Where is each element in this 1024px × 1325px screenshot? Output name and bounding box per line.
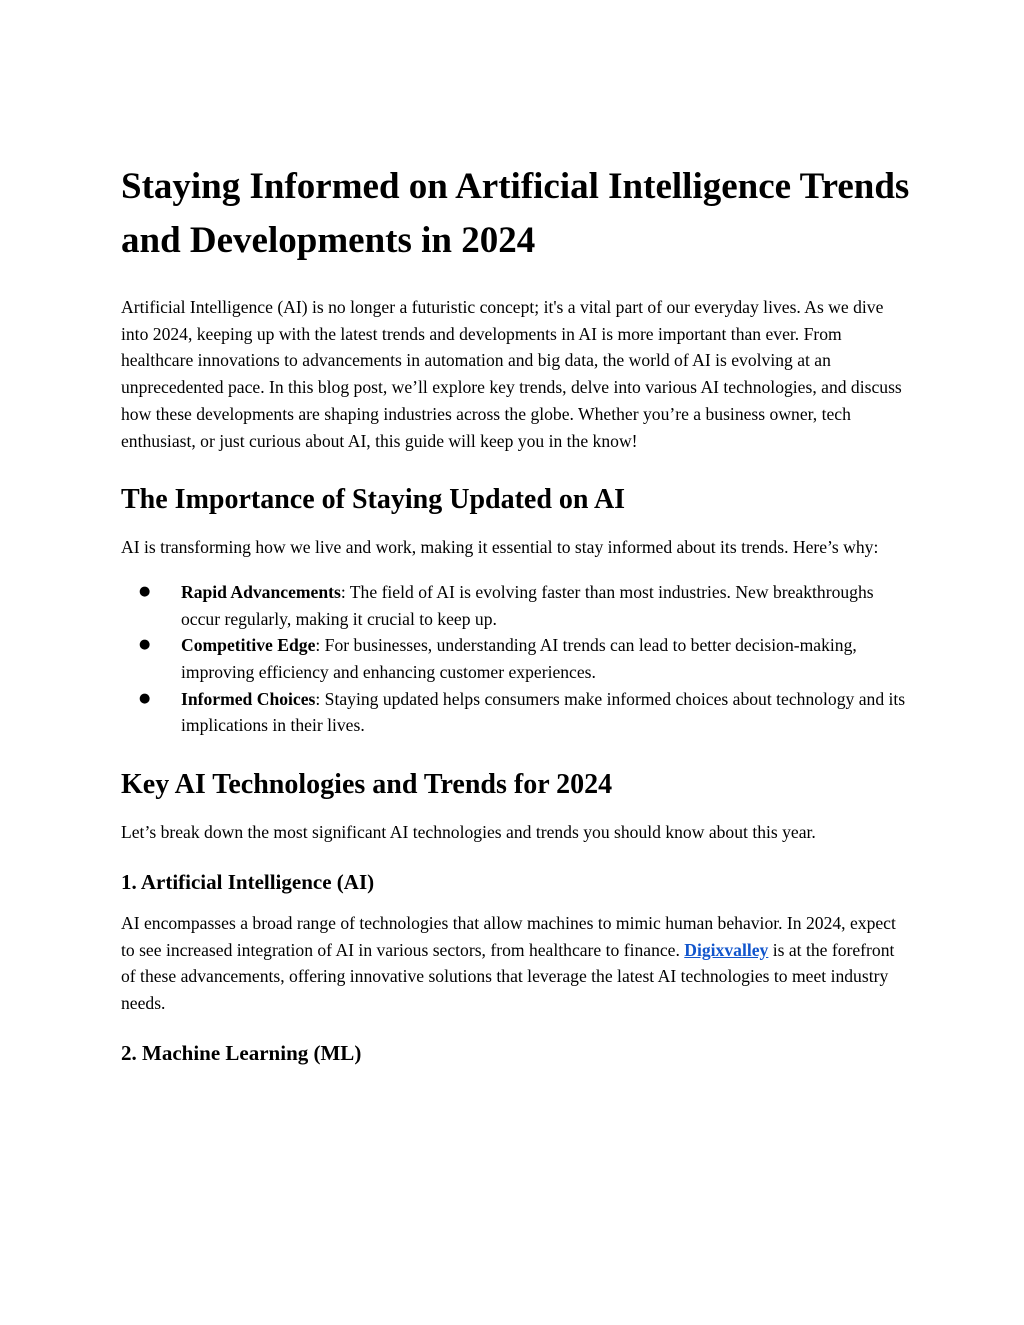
bullet-text: : For businesses, understanding AI trends can lead to better decision-making, improving efficiency and enhancing customer experiences. <box>181 635 857 683</box>
ai-text-after-link: is at the forefront of these advancements, offering innovative solutions that leverage the latest AI technologies to meet industry needs. <box>121 939 895 1013</box>
bullet-text: : The field of AI is evolving faster than most industries. New breakthroughs occur regularly, making it crucial to keep up. <box>181 581 874 629</box>
bullet-icon: ● <box>139 690 151 706</box>
importance-bullet-list <box>121 579 911 739</box>
ai-text-before-link: AI encompasses a broad range of technologies that allow machines to mimic human behavior. In 2024, expect to see increased integration of AI in various sectors, from healthcare to finance. <box>121 912 896 960</box>
key-technologies-lead-paragraph: Let’s break down the most significant AI technologies and trends you should know about this year. <box>121 822 816 843</box>
bullet-icon: ● <box>139 583 151 599</box>
list-item <box>121 632 911 685</box>
importance-lead-paragraph: AI is transforming how we live and work, making it essential to stay informed about its trends. Here’s why: <box>121 537 879 558</box>
section-heading-importance: The Importance of Staying Updated on AI <box>121 484 626 516</box>
document-page <box>121 160 911 1081</box>
bullet-term: Informed Choices <box>181 688 316 709</box>
subheading-machine-learning: 2. Machine Learning (ML) <box>121 1040 362 1065</box>
bullet-term: Rapid Advancements <box>181 581 341 602</box>
subheading-artificial-intelligence: 1. Artificial Intelligence (AI) <box>121 869 375 894</box>
intro-paragraph: Artificial Intelligence (AI) is no longer a futuristic concept; it's a vital part of our everyday lives. As we dive into 2024, keeping up with the latest trends and developments in AI is more important than ever. From healthcare innovations to advancements in automation and big data, the world of AI is evolving at an unprecedented pace. In this blog post, we’ll explore key trends, delve into various AI technologies, and discuss how these developments are shaping industries across the globe. Whether you’re a business owner, tech enthusiast, or just curious about AI, this guide will keep you in the know! <box>121 297 902 451</box>
bullet-text: : Staying updated helps consumers make informed choices about technology and its implications in their lives. <box>181 688 906 736</box>
bullet-term: Competitive Edge <box>181 635 316 656</box>
ai-paragraph <box>121 910 911 1017</box>
bullet-icon: ● <box>139 637 151 653</box>
document-title: Staying Informed on Artificial Intelligence Trends and Developments in 2024 <box>121 166 910 261</box>
list-item <box>121 686 911 739</box>
section-heading-key-technologies: Key AI Technologies and Trends for 2024 <box>121 769 613 801</box>
list-item <box>121 579 911 632</box>
digixvalley-link[interactable]: Digixvalley <box>684 939 769 960</box>
